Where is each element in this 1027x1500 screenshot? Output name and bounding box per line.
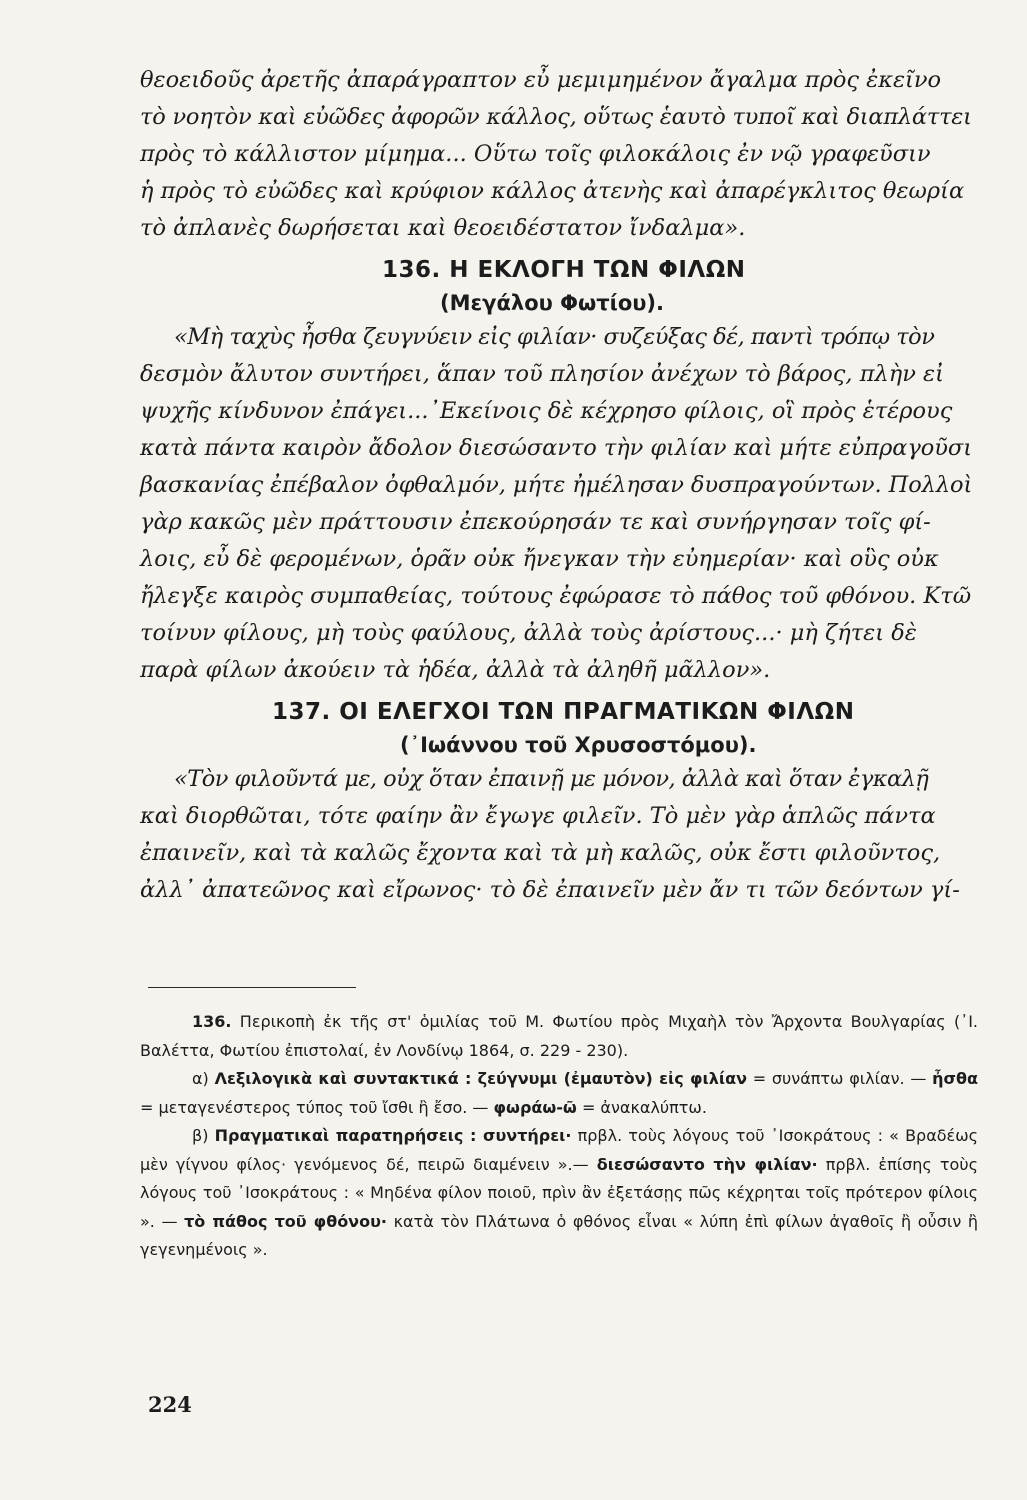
footnote-bold: τὸ πάθος τοῦ φθόνου· [184,1211,387,1231]
footnote-label: α) [192,1069,209,1088]
text-line: λοις, εὖ δὲ φερομένων, ὁρᾶν οὐκ ἤνεγκαν τὴν εὐημερίαν· καὶ οὓς οὐκ [140,546,939,572]
text-line: ἐπαινεῖν, καὶ τὰ καλῶς ἔχοντα καὶ τὰ μὴ καλῶς, οὐκ ἔστι φιλοῦντος, [140,840,941,866]
footnote-bold: Λεξιλογικὰ καὶ συντακτικά : ζεύγνυμι (ἐμαυτὸν) εἰς φιλίαν [214,1069,747,1088]
footnote-b [140,1122,978,1265]
text-line: «Μὴ ταχὺς ἦσθα ζευγνύειν εἰς φιλίαν· συζεύξας δέ, παντὶ τρόπῳ τὸν [174,324,935,350]
footnote-text: Περικοπὴ ἐκ τῆς στ' ὁμιλίας τοῦ Μ. Φωτίου πρὸς Μιχαὴλ τὸν Ἄρχοντα Βουλγαρίας (᾿Ι. Βαλέττα, Φωτίου ἐπιστολαί, ἐν Λονδίνῳ 1864, σ. 229 - 230). [140,1012,978,1060]
footnote-bold: φωράω-ῶ [493,1097,577,1117]
footnote-bold: Πραγματικαὶ παρατηρήσεις : συντήρει· [214,1126,572,1145]
text-line: δεσμὸν ἄλυτον συντήρει, ἅπαν τοῦ πλησίον ἀνέχων τὸ βάρος, πλὴν εἰ [140,361,944,387]
text-line: ψυχῆς κίνδυνον ἐπάγει...᾿Εκείνοις δὲ κέχρησο φίλοις, οἳ πρὸς ἑτέρους [140,398,953,424]
footnote-bold: ἦσθα [932,1069,978,1088]
text-line: τὸ ἀπλανὲς δωρήσεται καὶ θεοειδέστατον ἴνδαλμα». [140,215,746,241]
footnote-text: πρβλ. ἐπίσης τοὺς λόγους τοῦ ᾿Ισοκράτους : « Μηδένα φίλον ποιοῦ, πρὶν ἂν ἐξετάσῃς πῶς κέχρηται τοῖς πρότερον φίλοις ». — [140,1154,978,1231]
footnote-number: 136. [192,1012,232,1031]
text-line: θεοειδοῦς ἀρετῆς ἀπαράγραπτον εὖ μεμιμημένον ἄγαλμα πρὸς ἐκεῖνο [140,67,942,93]
section-136-text [140,319,972,689]
footnotes [140,1008,978,1265]
text-line: πρὸς τὸ κάλλιστον μίμημα... Οὕτω τοῖς φιλοκάλοις ἐν νῷ γραφεῦσιν [140,141,931,167]
passage-top [140,62,972,247]
section-137-text [140,761,972,909]
text-line: βασκανίας ἐπέβαλον ὀφθαλμόν, μήτε ἠμέλησαν δυσπραγούντων. Πολλοὶ [140,472,973,498]
footnote-text: = συνάπτω φιλίαν. — [752,1069,927,1088]
text-line: παρὰ φίλων ἀκούειν τὰ ἡδέα, ἀλλὰ τὰ ἀληθῆ μᾶλλον». [140,657,771,683]
footnote-136 [140,1008,978,1065]
text-line: τοίνυν φίλους, μὴ τοὺς φαύλους, ἀλλὰ τοὺς ἀρίστους...· μὴ ζήτει δὲ [140,620,917,646]
footnote-label: β) [192,1126,209,1145]
text-line: ἤλεγξε καιρὸς συμπαθείας, τούτους ἐφώρασε τὸ πάθος τοῦ φθόνου. Κτῶ [140,583,972,609]
main-text [140,62,972,909]
text-line: τὸ νοητὸν καὶ εὐῶδες ἀφορῶν κάλλος, οὕτως ἑαυτὸ τυποῖ καὶ διαπλάττει [140,104,972,130]
section-137-author: (᾿Ιωάννου τοῦ Χρυσοστόμου). [400,733,757,757]
text-line: καὶ διορθῶται, τότε φαίην ἂν ἔγωγε φιλεῖν. Τὸ μὲν γὰρ ἁπλῶς πάντα [140,803,936,829]
footnote-text: = μεταγενέστερος τύπος τοῦ ἴσθι ἢ ἔσο. — [140,1097,489,1117]
section-137-title: 137. ΟΙ ΕΛΕΓΧΟΙ ΤΩΝ ΠΡΑΓΜΑΤΙΚΩΝ ΦΙΛΩΝ [272,699,855,725]
footnote-a [140,1065,978,1122]
section-136-title: 136. Η ΕΚΛΟΓΗ ΤΩΝ ΦΙΛΩΝ [382,257,746,283]
footnote-text: κατὰ τὸν Πλάτωνα ὁ φθόνος εἶναι « λύπη ἐπὶ φίλων ἀγαθοῖς ἢ οὖσιν ἢ γεγενημένοις ». [140,1211,979,1259]
text-line: κατὰ πάντα καιρὸν ἄδολον διεσώσαντο τὴν φιλίαν καὶ μήτε εὐπραγοῦσι [140,435,972,461]
footnote-divider [148,987,356,988]
text-line: ἀλλ᾿ ἀπατεῶνος καὶ εἴρωνος· τὸ δὲ ἐπαινεῖν μὲν ἄν τι τῶν δεόντων γί- [140,877,960,903]
footnote-text: = ἀνακαλύπτω. [581,1097,707,1117]
text-line: γὰρ κακῶς μὲν πράττουσιν ἐπεκούρησάν τε καὶ συνήργησαν τοῖς φί- [140,509,931,535]
footnote-bold: διεσώσαντο τὴν φιλίαν· [596,1154,818,1174]
section-136-author: (Μεγάλου Φωτίου). [440,291,664,315]
text-line: «Τὸν φιλοῦντά με, οὐχ ὅταν ἐπαινῇ με μόνον, ἀλλὰ καὶ ὅταν ἐγκαλῇ [174,766,929,792]
footnote-text: πρβλ. τοὺς λόγους τοῦ ᾿Ισοκράτους : « Βραδέως μὲν γίγνου φίλος· γενόμενος δέ, πειρῶ διαμένειν ».— [140,1126,978,1174]
text-line: ἡ πρὸς τὸ εὐῶδες καὶ κρύφιον κάλλος ἀτενὴς καὶ ἀπαρέγκλιτος θεωρία [140,178,965,204]
page-number: 224 [148,1392,192,1417]
